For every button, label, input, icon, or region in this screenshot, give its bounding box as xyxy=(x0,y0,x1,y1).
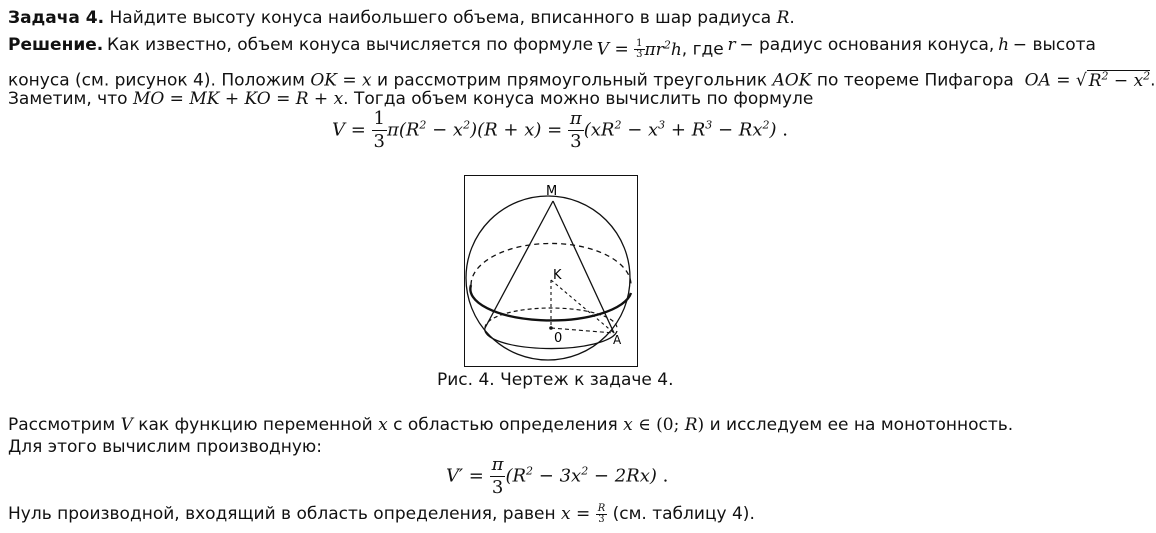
sphere-outline xyxy=(466,196,630,360)
solution-line-2: конуса (см. рисунок 4). Положим OK = x и рассмотрим прямоугольный треугольник AOK по теореме Пифагора OA = √ $R^2 - x^2$. xyxy=(8,69,1156,91)
label-M: M xyxy=(546,184,558,199)
solution-label: Решение. xyxy=(8,35,104,55)
derivative-formula: V′ = $\frac{\pi}{3}$ $(R^2 - 3x^2 - 2Rx)$ . xyxy=(446,454,669,498)
figure-caption: Рис. 4. Чертеж к задаче 4. xyxy=(437,370,674,390)
task-title: Задача 4. xyxy=(8,8,105,28)
after-line-3: Нуль производной, входящий в область определения, равен x = $\frac{R}{3}$ (см. таблицу 4). xyxy=(8,502,755,525)
task-line: Задача 4. Найдите высоту конуса наибольшего объема, вписанного в шар радиуса R. xyxy=(8,8,795,28)
cone-volume-formula: V = $\frac{1}{3}$ $\pi r^2h$, где xyxy=(596,38,724,61)
pythagoras-formula: OA = √ $R^2 - x^2$ xyxy=(1024,69,1151,91)
task-var: R xyxy=(776,8,790,28)
after-line-1: Рассмотрим V как функцию переменной x с областью определения x ∈ (0; R) и исследуем ее на монотонность. xyxy=(8,415,1014,435)
label-O: 0 xyxy=(554,331,563,346)
figure-cone-in-sphere xyxy=(464,175,638,367)
solution-line-1: Решение. Как известно, объем конуса вычисляется по формуле V = $\frac{1}{3}$ $\pi r^2h$, где r − радиус основания конуса, h − высота xyxy=(8,35,1096,61)
label-K: K xyxy=(553,268,562,283)
volume-formula: V = $\frac{1}{3}$ $\pi(R^2 - x^2)(R + x)$ = $\frac{\pi}{3}$ $(xR^2 - x^3 + R^3 - Rx^2)$ . xyxy=(332,108,788,152)
after-line-2: Для этого вычислим производную: xyxy=(8,437,322,457)
label-A: A xyxy=(613,333,622,347)
task-text: Найдите высоту конуса наибольшего объема, вписанного в шар радиуса xyxy=(109,8,772,28)
solution-line-3: Заметим, что MO = MK + KO = R + x. Тогда объем конуса можно вычислить по формуле xyxy=(8,89,814,109)
